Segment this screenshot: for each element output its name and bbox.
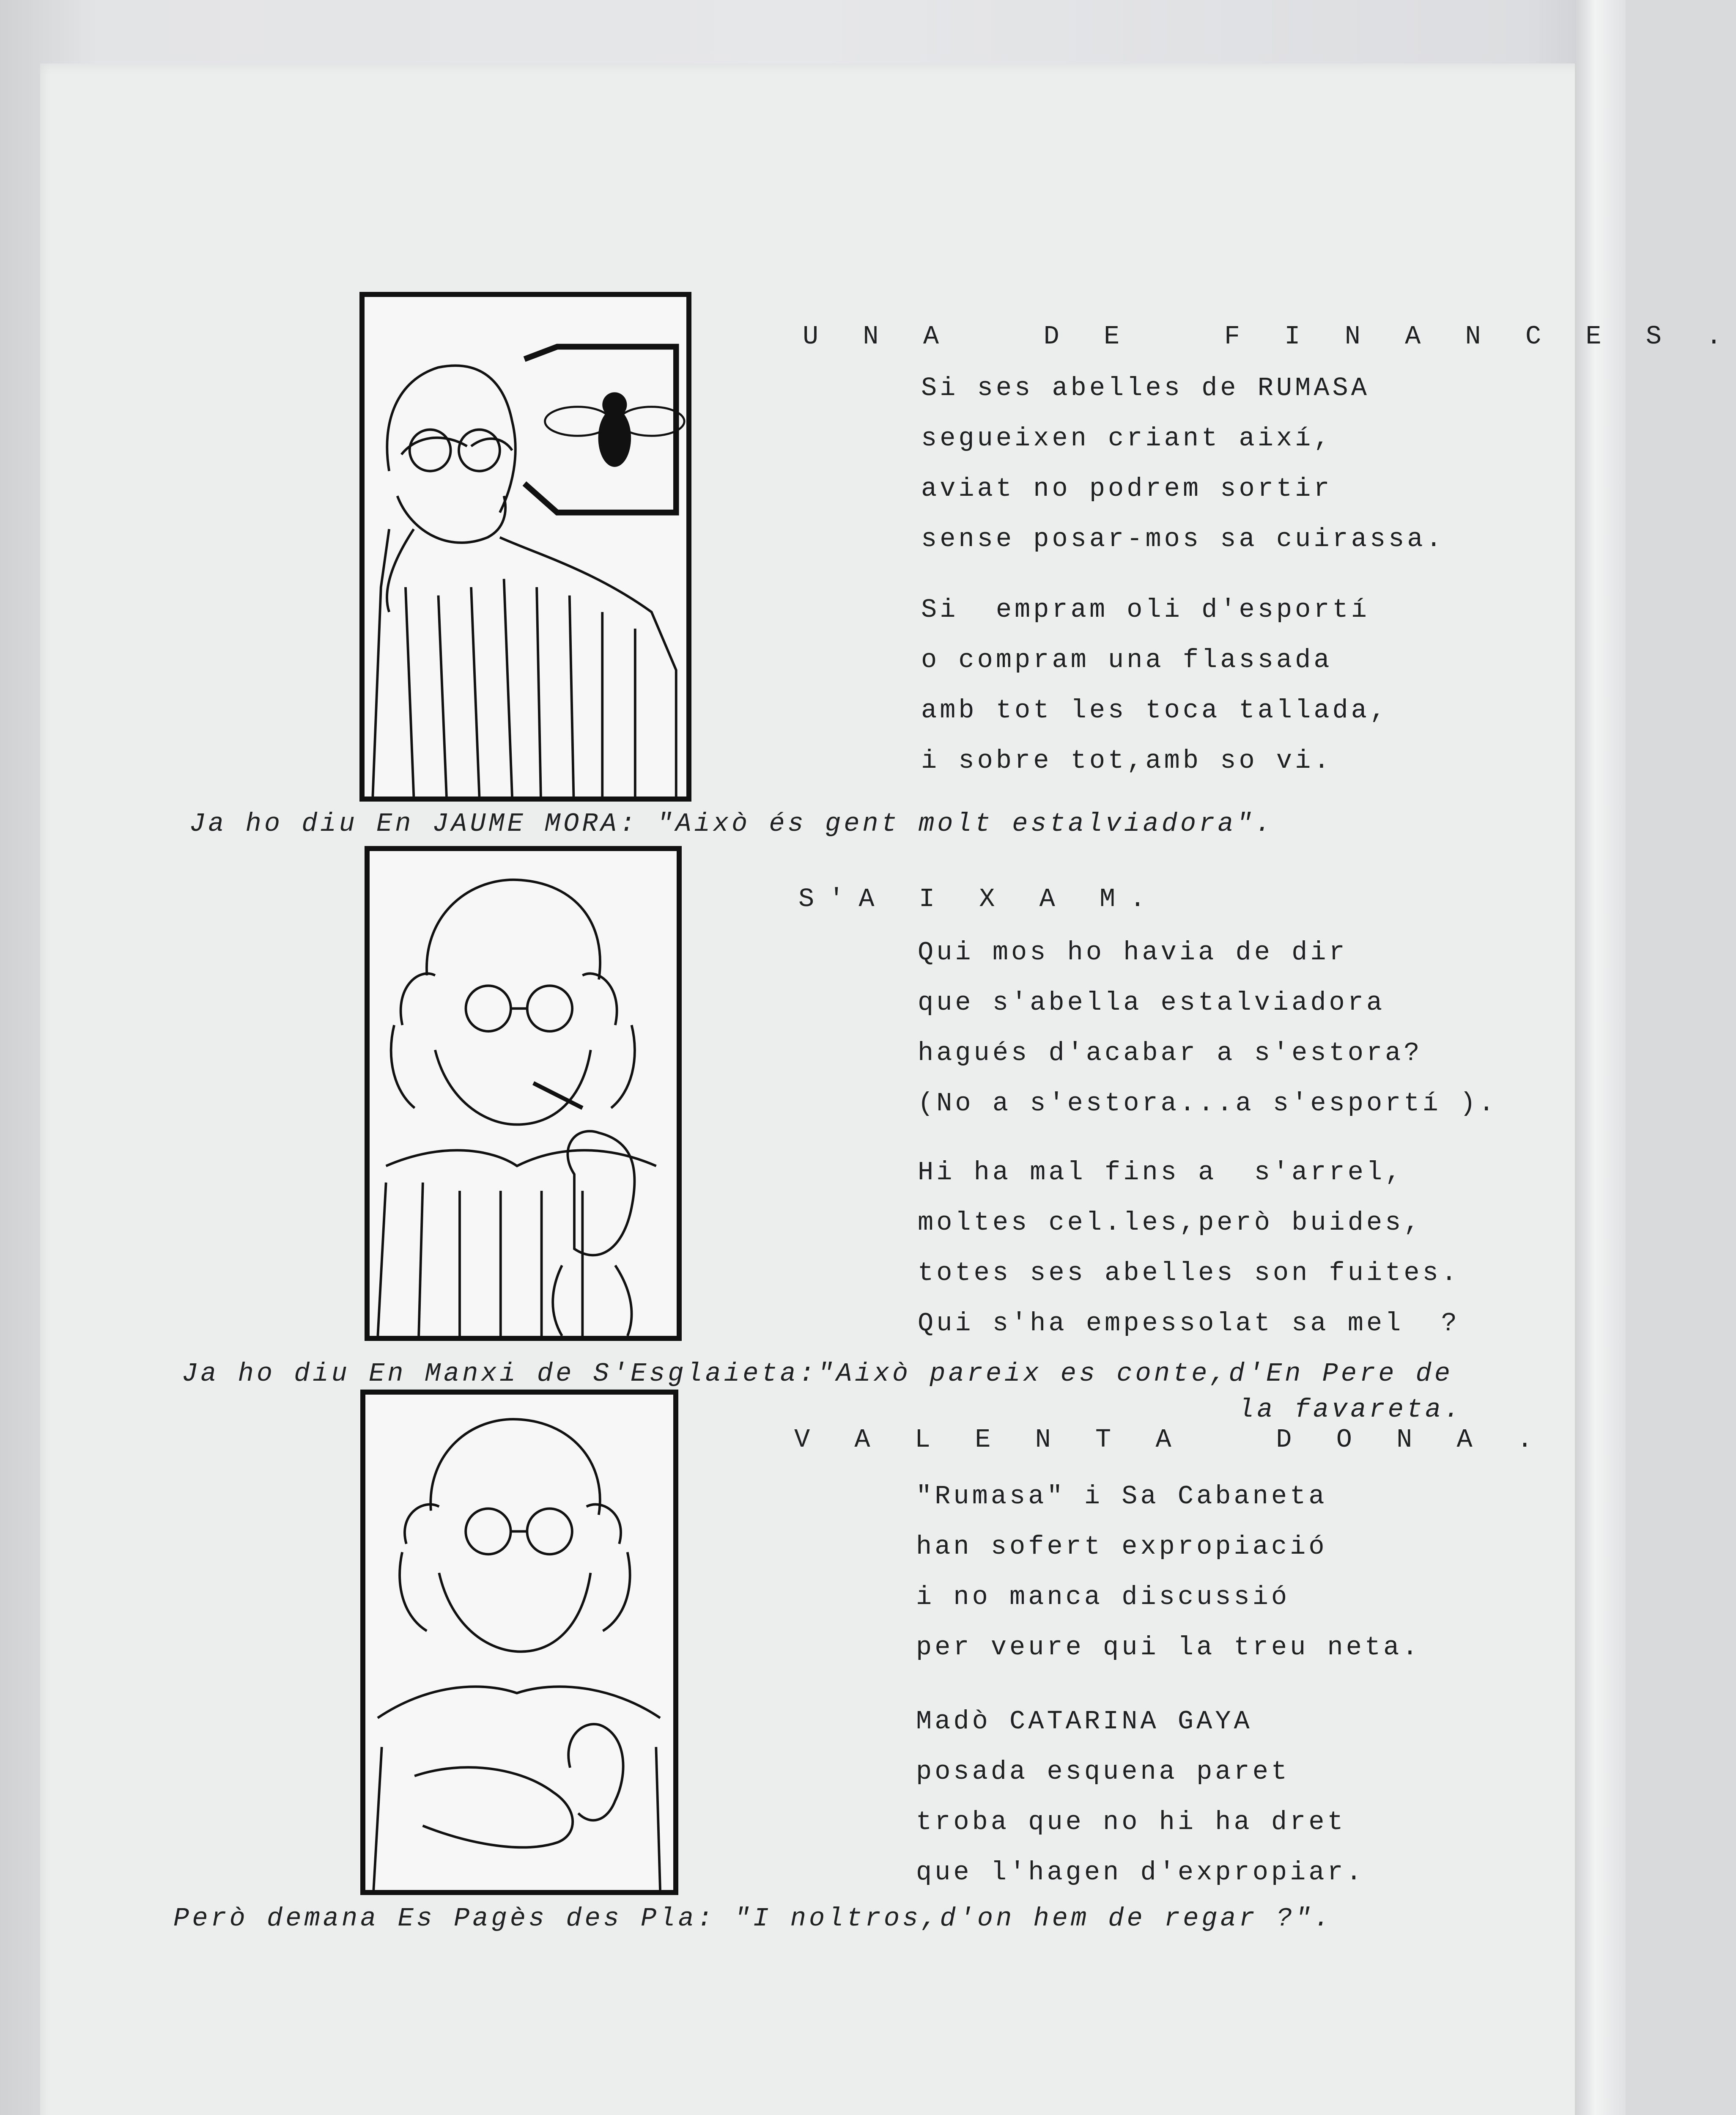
verse-line: Hi ha mal fins a s'arrel, bbox=[918, 1157, 1404, 1187]
verse-line: segueixen criant així, bbox=[921, 423, 1333, 453]
verse-line: totes ses abelles son fuites. bbox=[918, 1258, 1460, 1288]
illustration-portrait-holding bbox=[360, 1390, 678, 1895]
verse-line: que s'abella estalviadora bbox=[918, 988, 1385, 1018]
verse-line: que l'hagen d'expropiar. bbox=[916, 1857, 1365, 1887]
verse-line: Qui mos ho havia de dir bbox=[918, 937, 1348, 967]
section-title: S'A I X A M. bbox=[798, 884, 1160, 914]
verse-line: i sobre tot,amb so vi. bbox=[921, 746, 1333, 776]
verse-line: per veure qui la treu neta. bbox=[916, 1632, 1421, 1662]
verse-line: sense posar-mos sa cuirassa. bbox=[921, 524, 1445, 554]
verse-line: Si empram oli d'esportí bbox=[921, 595, 1370, 625]
next-page-edge bbox=[1575, 0, 1626, 2115]
verse-line: i no manca discussió bbox=[916, 1582, 1290, 1612]
verse-line: han sofert expropiació bbox=[916, 1532, 1327, 1562]
section-caption-continued: la favareta. bbox=[1238, 1395, 1463, 1425]
verse-line: Si ses abelles de RUMASA bbox=[921, 373, 1370, 403]
illustration-portrait-bee bbox=[359, 292, 691, 802]
verse-line: Qui s'ha empessolat sa mel ? bbox=[918, 1308, 1460, 1338]
verse-line: aviat no podrem sortir bbox=[921, 474, 1333, 504]
section-caption: Ja ho diu En JAUME MORA: "Això és gent molt estalviadora". bbox=[189, 809, 1274, 839]
verse-line: troba que no hi ha dret bbox=[916, 1807, 1346, 1837]
section-title: V A L E N T A D O N A . bbox=[794, 1425, 1547, 1455]
verse-line: Madò CATARINA GAYA bbox=[916, 1706, 1253, 1736]
verse-line: hagués d'acabar a s'estora? bbox=[918, 1038, 1423, 1068]
section-title: U N A D E F I N A N C E S . bbox=[803, 321, 1736, 352]
verse-line: amb tot les toca tallada, bbox=[921, 695, 1389, 725]
verse-line: "Rumasa" i Sa Cabaneta bbox=[916, 1481, 1327, 1511]
section-caption: Ja ho diu En Manxi de S'Esglaieta:"Això pareix es conte,d'En Pere de bbox=[182, 1359, 1454, 1389]
verse-line: (No a s'estora...a s'esportí ). bbox=[918, 1088, 1497, 1118]
verse-line: o compram una flassada bbox=[921, 645, 1333, 675]
section-caption: Però demana Es Pagès des Pla: "I noltros,d'on hem de regar ?". bbox=[173, 1904, 1333, 1934]
verse-line: posada esquena paret bbox=[916, 1757, 1290, 1787]
verse-line: moltes cel.les,però buides, bbox=[918, 1208, 1423, 1238]
illustration-portrait-smoking bbox=[365, 846, 682, 1341]
